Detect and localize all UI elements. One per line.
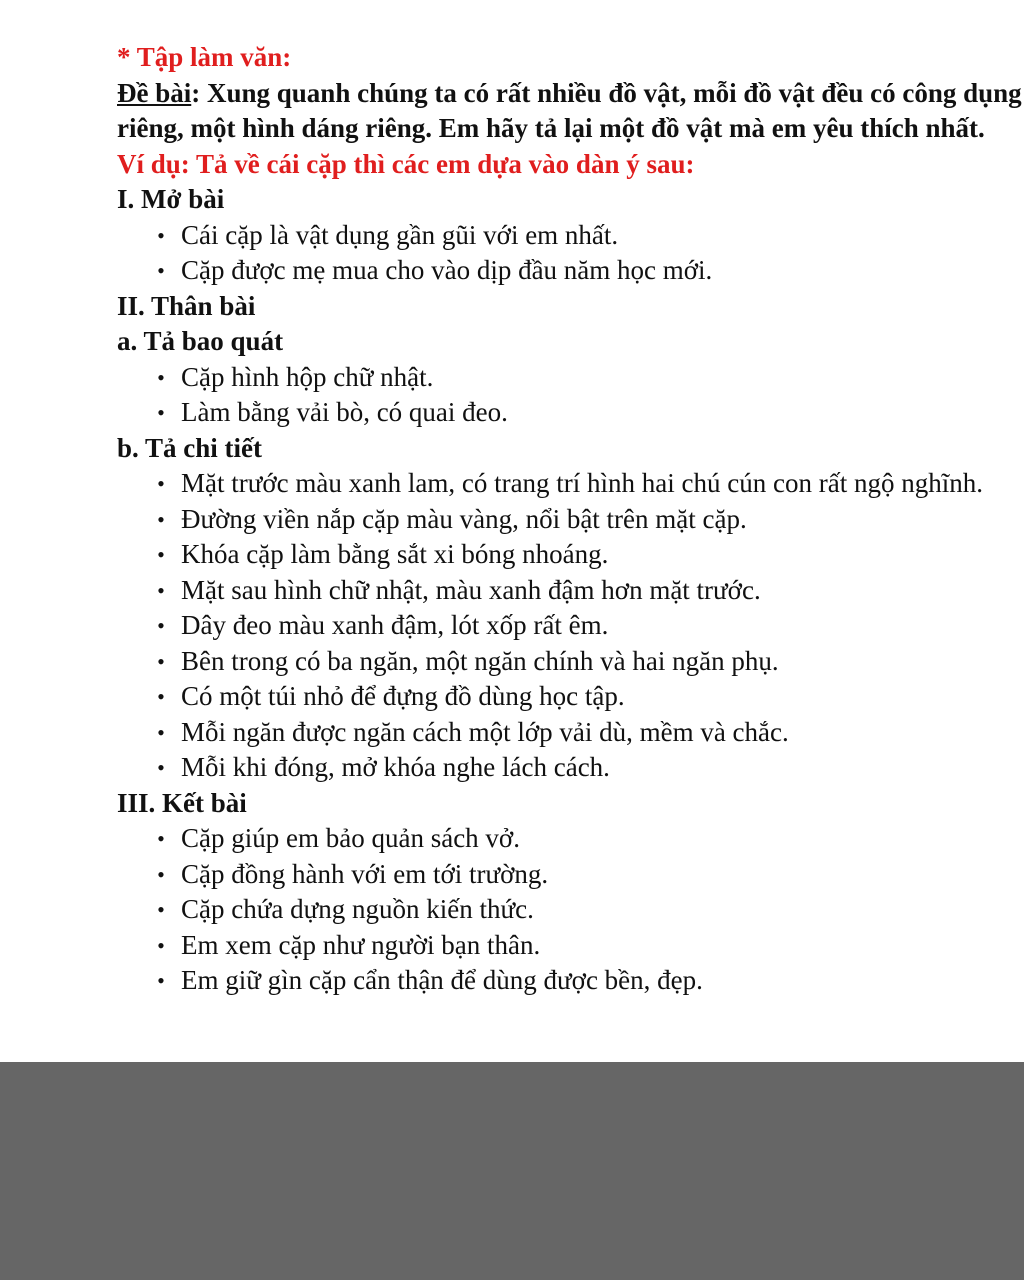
bullet-icon: • (157, 364, 165, 390)
list-item (117, 218, 977, 254)
document-content (117, 40, 1022, 999)
list-item-text: Mặt sau hình chữ nhật, màu xanh đậm hơn mặt trước. (181, 574, 761, 605)
list-item (117, 395, 977, 431)
list-item (117, 928, 977, 964)
bullet-icon: • (157, 684, 165, 709)
list-item (117, 857, 977, 893)
bullet-icon: • (157, 400, 165, 425)
list-item (117, 892, 977, 928)
list-item-text: Khóa cặp làm bằng sắt xi bóng nhoáng. (181, 539, 609, 569)
prompt-line-2: riêng, một hình dáng riêng. Em hãy tả lại một đồ vật mà em yêu thích nhất. (117, 113, 985, 143)
list-item-text: Cặp giúp em bảo quản sách vở. (181, 823, 520, 853)
prompt-text-1: : Xung quanh chúng ta có rất nhiều đồ vật, mỗi đồ vật đều có công dụng (191, 77, 1022, 108)
list-item-text: Mặt trước màu xanh lam, có trang trí hình hai chú cún con rất ngộ nghĩnh. (181, 468, 983, 498)
bullet-icon: • (157, 826, 165, 851)
bullet-icon: • (157, 577, 165, 603)
list-item (117, 253, 977, 289)
list-item (117, 679, 977, 715)
list-mo-bai (117, 218, 977, 289)
list-item (117, 963, 977, 999)
list-item-text: Đường viền nắp cặp màu vàng, nổi bật trên mặt cặp. (181, 503, 747, 534)
list-item-text: Dây đeo màu xanh đậm, lót xốp rất êm. (181, 610, 609, 640)
list-item-text: Làm bằng vải bò, có quai đeo. (181, 397, 508, 427)
list-item (117, 715, 977, 751)
bullet-icon: • (157, 258, 165, 283)
list-item-text: Cặp đồng hành với em tới trường. (181, 858, 549, 889)
list-item (117, 537, 977, 573)
bullet-icon: • (157, 897, 165, 922)
bullet-icon: • (157, 648, 165, 674)
section-title-mo-bai: I. Mở bài (117, 184, 225, 214)
bullet-icon: • (157, 755, 165, 780)
list-item-text: Có một túi nhỏ để đựng đồ dùng học tập. (181, 681, 625, 711)
list-item (117, 573, 977, 609)
list-ket-bai (117, 821, 977, 999)
list-item-text: Cái cặp là vật dụng gần gũi với em nhất. (181, 219, 619, 250)
list-chi-tiet (117, 466, 983, 786)
list-item (117, 750, 977, 786)
section-title-ket-bai: III. Kết bài (117, 787, 247, 818)
list-item (117, 644, 977, 680)
bullet-icon: • (157, 861, 165, 887)
list-item (117, 821, 977, 857)
bullet-icon: • (157, 968, 165, 993)
bullet-icon: • (157, 506, 165, 532)
list-item (117, 360, 977, 396)
example-line: Ví dụ: Tả về cái cặp thì các em dựa vào dàn ý sau: (117, 148, 695, 179)
bullet-icon: • (157, 932, 165, 958)
list-item-text: Mỗi khi đóng, mở khóa nghe lách cách. (181, 752, 610, 782)
list-bao-quat (117, 360, 977, 431)
list-item-text: Em xem cặp như người bạn thân. (181, 929, 541, 960)
prompt-line-1 (117, 76, 1022, 112)
list-item (117, 466, 983, 502)
list-item-text: Cặp được mẹ mua cho vào dịp đầu năm học mới. (181, 255, 713, 285)
subsection-title-chi-tiet: b. Tả chi tiết (117, 432, 263, 463)
list-item-text: Cặp hình hộp chữ nhật. (181, 361, 434, 392)
section-title-than-bai: II. Thân bài (117, 290, 256, 321)
subsection-title-bao-quat: a. Tả bao quát (117, 326, 284, 356)
bullet-icon: • (157, 542, 165, 567)
list-item-text: Em giữ gìn cặp cẩn thận để dùng được bền, đẹp. (181, 965, 703, 995)
bullet-icon: • (157, 719, 165, 745)
heading: * Tập làm văn: (117, 42, 292, 72)
list-item (117, 502, 977, 538)
list-item-text: Mỗi ngăn được ngăn cách một lớp vải dù, mềm và chắc. (181, 716, 789, 747)
bullet-icon: • (157, 471, 165, 496)
prompt-label: Đề bài (117, 77, 192, 108)
footer-gray-band (0, 1062, 1024, 1280)
bullet-icon: • (157, 222, 165, 248)
list-item (117, 608, 977, 644)
list-item-text: Cặp chứa dựng nguồn kiến thức. (181, 894, 534, 924)
list-item-text: Bên trong có ba ngăn, một ngăn chính và hai ngăn phụ. (181, 645, 779, 676)
bullet-icon: • (157, 613, 165, 638)
